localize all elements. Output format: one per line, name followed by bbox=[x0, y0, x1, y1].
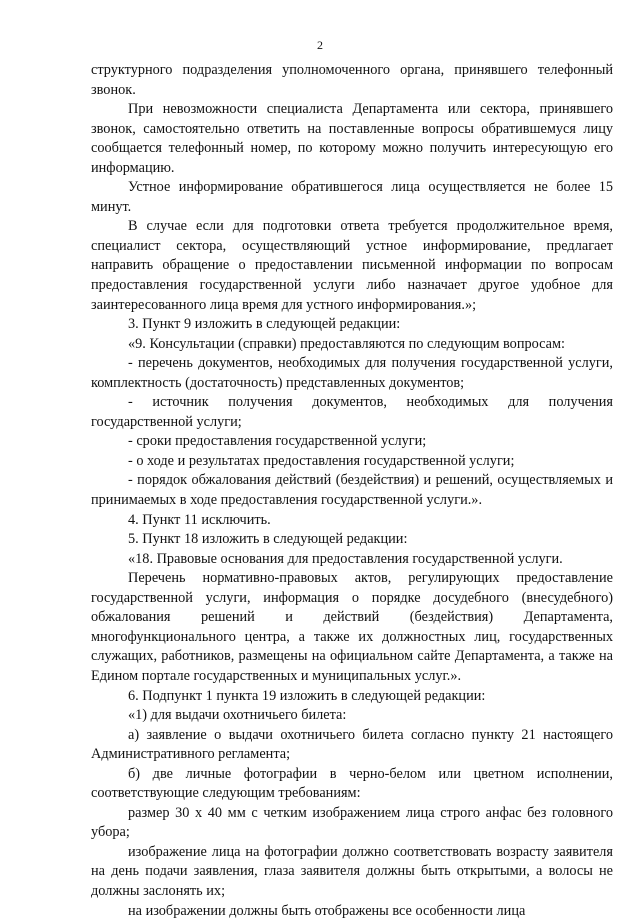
paragraph-clause-9: «9. Консультации (справки) предоставляются по следующим вопросам: bbox=[128, 335, 566, 352]
paragraph-oral-duration: Устное информирование обратившегося лица осуществляется не более 15 минут. bbox=[91, 179, 613, 215]
paragraph-clause-18: «18. Правовые основания для предоставления государственной услуги. bbox=[128, 550, 563, 567]
paragraph-photo-face: изображение лица на фотографии должно соответствовать возрасту заявителя на день подачи заявления, глаза заявителя должны быть открытыми, а волосы не должны заслонять их; bbox=[91, 843, 613, 899]
document-body bbox=[91, 61, 613, 921]
paragraph-photo-size: размер 30 х 40 мм с четким изображением лица строго анфас без головного убора; bbox=[91, 804, 613, 841]
paragraph-no-answer: При невозможности специалиста Департамента или сектора, принявшего звонок, самостоятельно ответить на поставленные вопросы обратившемуся лицу сообщается телефонный номер, по которому можно получить интересующую его информацию. bbox=[91, 101, 613, 176]
list-item-appeal: - порядок обжалования действий (бездействия) и решений, осуществляемых и принимаемых в ходе предоставления государственной услуги.». bbox=[91, 472, 613, 509]
list-item-progress: - о ходе и результатах предоставления государственной услуги; bbox=[128, 452, 515, 469]
paragraph-item-5: 5. Пункт 18 изложить в следующей редакции: bbox=[128, 531, 408, 548]
list-item-documents: - перечень документов, необходимых для получения государственной услуги, комплектность (достаточность) представленных документов; bbox=[91, 355, 613, 391]
page-number: 2 bbox=[317, 38, 323, 52]
paragraph-sub-a: а) заявление о выдачи охотничьего билета согласно пункту 21 настоящего Административного регламента; bbox=[91, 726, 613, 763]
paragraph-continuation: структурного подразделения уполномоченного органа, принявшего телефонный звонок. bbox=[91, 62, 613, 98]
list-item-terms: - сроки предоставления государственной услуги; bbox=[128, 433, 427, 450]
paragraph-sub-b: б) две личные фотографии в черно-белом или цветном исполнении, соответствующие следующим требованиям: bbox=[91, 765, 613, 802]
paragraph-legal-acts: Перечень нормативно-правовых актов, регулирующих предоставление государственной услуги, информация о порядке досудебного (внесудебного) обжалования решений и действий (бездействия) Департамента, многофункционального центра, а также их должностных лиц, государственных служащих, работников, размещены на официальном сайте Департамента, а также на Едином портале государственных и муниципальных услуг.». bbox=[91, 570, 613, 684]
paragraph-photo-features: на изображении должны быть отображены все особенности лица bbox=[128, 902, 526, 919]
paragraph-item-3: 3. Пункт 9 изложить в следующей редакции: bbox=[128, 316, 401, 333]
paragraph-item-4: 4. Пункт 11 исключить. bbox=[128, 511, 271, 528]
paragraph-long-preparation: В случае если для подготовки ответа требуется продолжительное время, специалист сектора, осуществляющий устное информирование, предлагает направить обращение о предоставлении письменной информации по вопросам предоставления государственной услуги либо назначает другое удобное для заинтересованного лица время для устного информирования.»; bbox=[91, 218, 613, 313]
paragraph-hunting-ticket: «1) для выдачи охотничьего билета: bbox=[128, 707, 347, 724]
list-item-source: - источник получения документов, необходимых для получения государственной услуги; bbox=[91, 394, 613, 430]
paragraph-item-6: 6. Подпункт 1 пункта 19 изложить в следующей редакции: bbox=[128, 687, 486, 704]
